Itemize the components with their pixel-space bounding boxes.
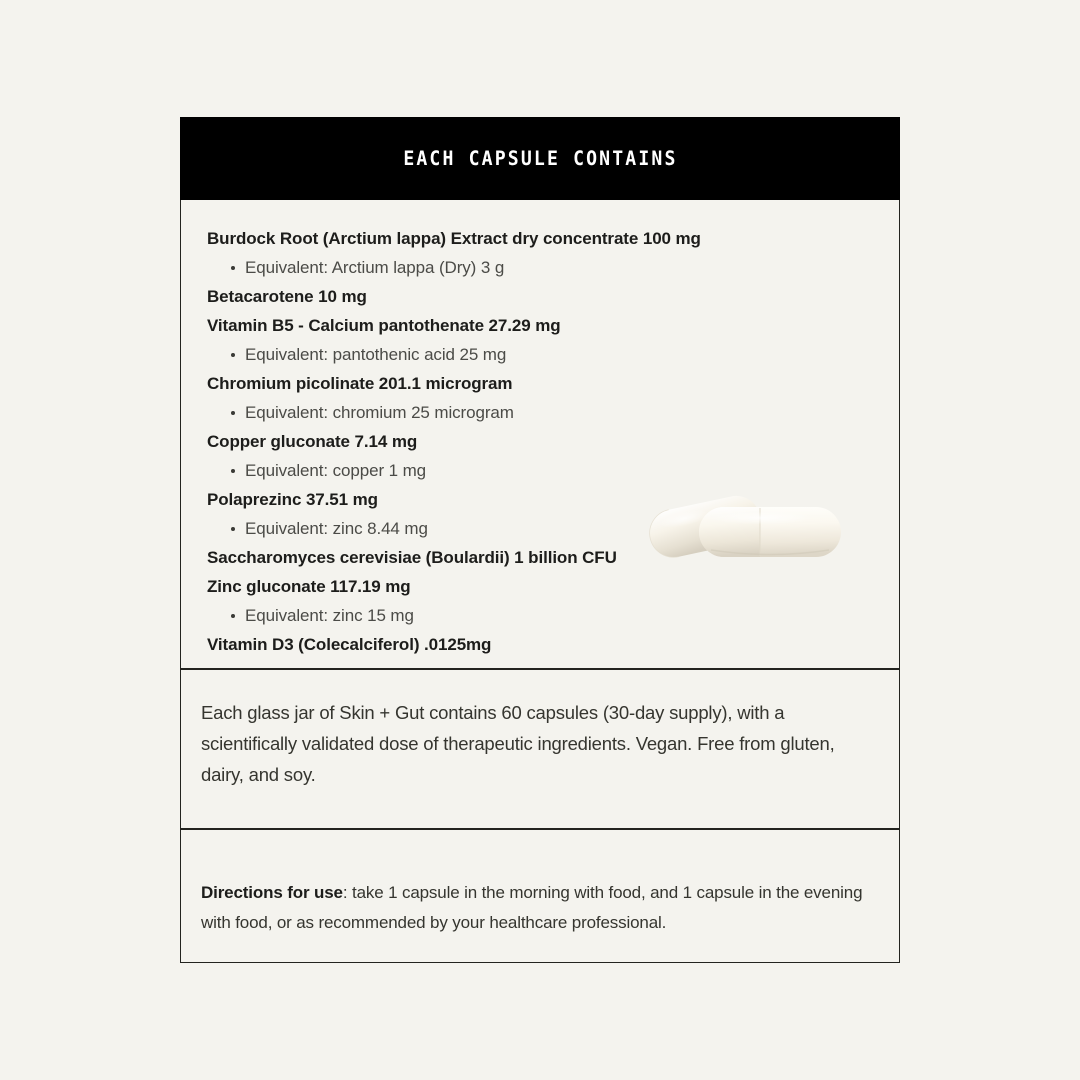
supplement-facts-card — [180, 117, 900, 963]
equivalent-item: Equivalent: chromium 25 microgram — [207, 398, 873, 427]
ingredient-name: Chromium picolinate 201.1 microgram — [207, 374, 513, 393]
card-header — [180, 117, 900, 200]
ingredient-item — [207, 427, 873, 485]
directions-text — [201, 878, 869, 938]
equivalent-item: Equivalent: zinc 8.44 mg — [207, 514, 873, 543]
ingredients-panel — [181, 200, 899, 670]
ingredient-item — [207, 369, 873, 427]
ingredient-name: Copper gluconate 7.14 mg — [207, 432, 418, 451]
description-panel — [181, 670, 899, 830]
equivalent-item: Equivalent: Arctium lappa (Dry) 3 g — [207, 253, 873, 282]
equivalent-list — [207, 340, 873, 369]
directions-panel — [181, 830, 899, 962]
equivalent-list — [207, 514, 873, 543]
ingredient-item — [207, 311, 873, 369]
ingredient-name: Vitamin D3 (Colecalciferol) .0125mg — [207, 635, 492, 654]
ingredient-name: Vitamin B5 - Calcium pantothenate 27.29 mg — [207, 316, 561, 335]
ingredient-name: Betacarotene 10 mg — [207, 287, 367, 306]
ingredient-list — [207, 224, 873, 659]
ingredient-name: Zinc gluconate 117.19 mg — [207, 577, 411, 596]
equivalent-list — [207, 253, 873, 282]
ingredient-item — [207, 630, 873, 659]
equivalent-item: Equivalent: copper 1 mg — [207, 456, 873, 485]
ingredient-item — [207, 224, 873, 282]
description-text: Each glass jar of Skin + Gut contains 60 capsules (30-day supply), with a scientifically validated dose of therapeutic ingredients. Vegan. Free from gluten, dairy, and soy. — [201, 702, 835, 785]
ingredient-item — [207, 282, 873, 311]
directions-label: Directions for use — [201, 883, 343, 902]
page-title: EACH CAPSULE CONTAINS — [402, 147, 678, 170]
equivalent-list — [207, 456, 873, 485]
ingredient-name: Burdock Root (Arctium lappa) Extract dry concentrate 100 mg — [207, 229, 701, 248]
equivalent-list — [207, 601, 873, 630]
ingredient-item — [207, 572, 873, 630]
equivalent-item: Equivalent: pantothenic acid 25 mg — [207, 340, 873, 369]
equivalent-item: Equivalent: zinc 15 mg — [207, 601, 873, 630]
ingredient-name: Saccharomyces cerevisiae (Boulardii) 1 billion CFU — [207, 548, 617, 567]
ingredient-item — [207, 543, 873, 572]
ingredient-item — [207, 485, 873, 543]
equivalent-list — [207, 398, 873, 427]
directions-body: : take 1 capsule in the morning with food, and 1 capsule in the evening with food, or as recommended by your healthcare professional. — [201, 883, 863, 932]
ingredient-name: Polaprezinc 37.51 mg — [207, 490, 378, 509]
